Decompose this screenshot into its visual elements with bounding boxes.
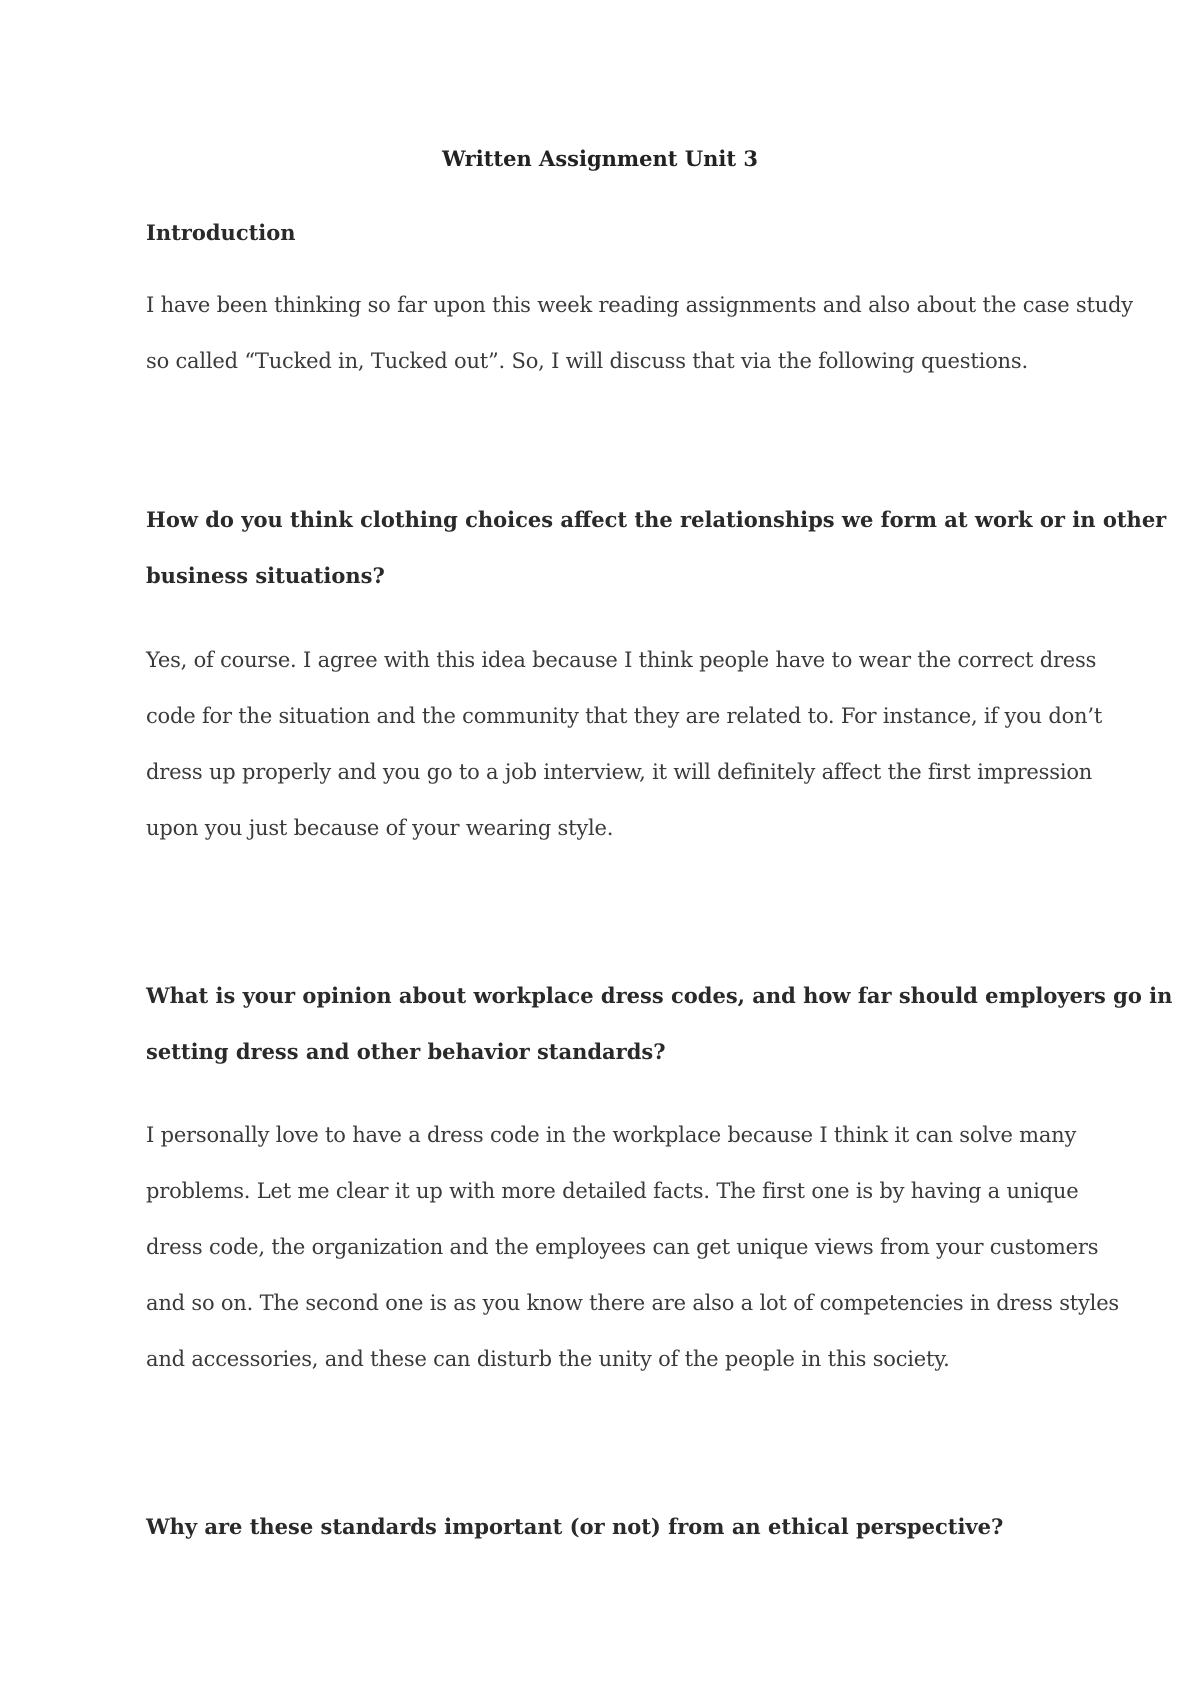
- introduction-paragraph: [146, 277, 1133, 389]
- paragraph-line: and so on. The second one is as you know there are also a lot of competencies in dress styles: [146, 1291, 1120, 1315]
- introduction-heading: [146, 205, 1066, 261]
- question-3-heading: [146, 1499, 1066, 1555]
- paragraph-line: Yes, of course. I agree with this idea because I think people have to wear the correct dress: [146, 648, 1097, 672]
- paragraph-line: problems. Let me clear it up with more detailed facts. The first one is by having a unique: [146, 1179, 1079, 1203]
- paragraph-line: code for the situation and the community that they are related to. For instance, if you don’t: [146, 704, 1103, 728]
- heading-line: setting dress and other behavior standards?: [146, 1039, 666, 1064]
- paragraph-line: dress up properly and you go to a job interview, it will definitely affect the first impression: [146, 760, 1093, 784]
- question-1-heading: [146, 492, 1167, 604]
- heading-line: Introduction: [146, 220, 296, 245]
- document-title: Written Assignment Unit 3: [442, 146, 758, 171]
- question-2-heading: [146, 968, 1173, 1080]
- paragraph-line: and accessories, and these can disturb the unity of the people in this society.: [146, 1347, 950, 1371]
- heading-line: How do you think clothing choices affect the relationships we form at work or in other: [146, 507, 1167, 532]
- paragraph-line: I personally love to have a dress code in the workplace because I think it can solve many: [146, 1123, 1077, 1147]
- answer-1-paragraph: [146, 632, 1103, 856]
- heading-line: business situations?: [146, 563, 385, 588]
- paragraph-line: upon you just because of your wearing style.: [146, 816, 614, 840]
- answer-2-paragraph: [146, 1107, 1120, 1387]
- paragraph-line: dress code, the organization and the employees can get unique views from your customers: [146, 1235, 1099, 1259]
- heading-line: Why are these standards important (or not) from an ethical perspective?: [146, 1514, 1004, 1539]
- heading-line: What is your opinion about workplace dress codes, and how far should employers go in: [146, 983, 1173, 1008]
- paragraph-line: I have been thinking so far upon this week reading assignments and also about the case study: [146, 293, 1133, 317]
- paragraph-line: so called “Tucked in, Tucked out”. So, I will discuss that via the following questions.: [146, 349, 1028, 373]
